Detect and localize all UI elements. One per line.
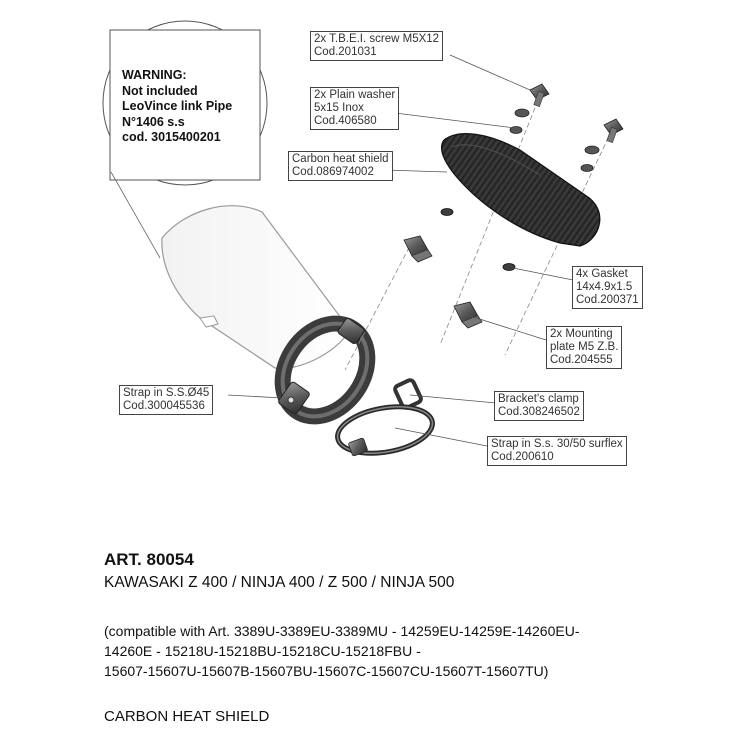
mounting-plate-label-line-3: Cod.204555: [550, 354, 613, 366]
mounting-plate-label: [546, 326, 622, 369]
screw-m5x12-right: [604, 119, 623, 143]
brackets-clamp-label-line-2: Cod.308246502: [498, 406, 580, 418]
strap-45-label-line-1: Strap in S.S.Ø45: [123, 387, 210, 399]
brackets-clamp-label-line-1: Bracket's clamp: [498, 393, 579, 405]
compatibility-line-3: 15607-15607U-15607B-15607BU-15607C-15607CU-15607T-15607TU): [104, 663, 549, 679]
link-pipe: [162, 206, 350, 369]
warning-line-5: cod. 3015400201: [122, 130, 221, 144]
gasket-label-line-3: Cod.200371: [576, 294, 639, 306]
compatibility-note: [104, 621, 664, 681]
compatible-models: KAWASAKI Z 400 / NINJA 400 / Z 500 / NINJA 500: [104, 574, 455, 591]
brackets-clamp-label: [494, 391, 584, 421]
gasket-label-line-2: 14x4.9x1.5: [576, 281, 633, 293]
gasket-label-line-1: 4x Gasket: [576, 268, 628, 280]
washer-label-line-3: Cod.406580: [314, 115, 377, 127]
surflex-strap-label-line-1: Strap in S.s. 30/50 surflex: [491, 438, 623, 450]
screw-label-line-2: Cod.201031: [314, 46, 377, 58]
mounting-plate-lower: [454, 302, 482, 328]
surflex-strap-label: [487, 436, 627, 466]
mounting-plate-label-line-2: plate M5 Z.B.: [550, 341, 619, 353]
warning-line-2: Not included: [122, 83, 198, 98]
surflex-strap-label-line-2: Cod.200610: [491, 451, 554, 463]
warning-line-3: LeoVince link Pipe: [122, 99, 233, 113]
compatibility-line-1: (compatible with Art. 3389U-3389EU-3389MU - 14259EU-14259E-14260EU-: [104, 623, 580, 639]
product-name: CARBON HEAT SHIELD: [104, 708, 270, 725]
article-number: ART. 80054: [104, 550, 194, 569]
carbon-heat-shield: [441, 134, 599, 246]
screw-label-line-1: 2x T.B.E.I. screw M5X12: [314, 33, 440, 45]
heat-shield-label-line-1: Carbon heat shield: [292, 153, 389, 165]
gasket-label: [572, 266, 643, 309]
screw-label: [310, 31, 443, 61]
strap-45-label-line-2: Cod.300045536: [123, 400, 205, 412]
heat-shield-label-line-2: Cod.086974002: [292, 166, 374, 178]
warning-line-4: N°1406 s.s: [122, 114, 185, 129]
heat-shield-label: [288, 151, 393, 181]
washer-label-line-1: 2x Plain washer: [314, 89, 396, 101]
compatibility-line-2: 14260E - 15218U-15218BU-15218CU-15218FBU -: [104, 643, 421, 659]
mounting-plate-label-line-1: 2x Mounting: [550, 328, 613, 340]
washer-label-line-2: 5x15 Inox: [314, 102, 364, 114]
mounting-plate-upper: [404, 236, 432, 262]
strap-45-label: [119, 385, 213, 415]
warning-line-1: WARNING:: [122, 68, 187, 82]
washer-label: [310, 87, 399, 130]
screw-m5x12-left: [530, 84, 549, 107]
warning-text: [122, 68, 232, 146]
